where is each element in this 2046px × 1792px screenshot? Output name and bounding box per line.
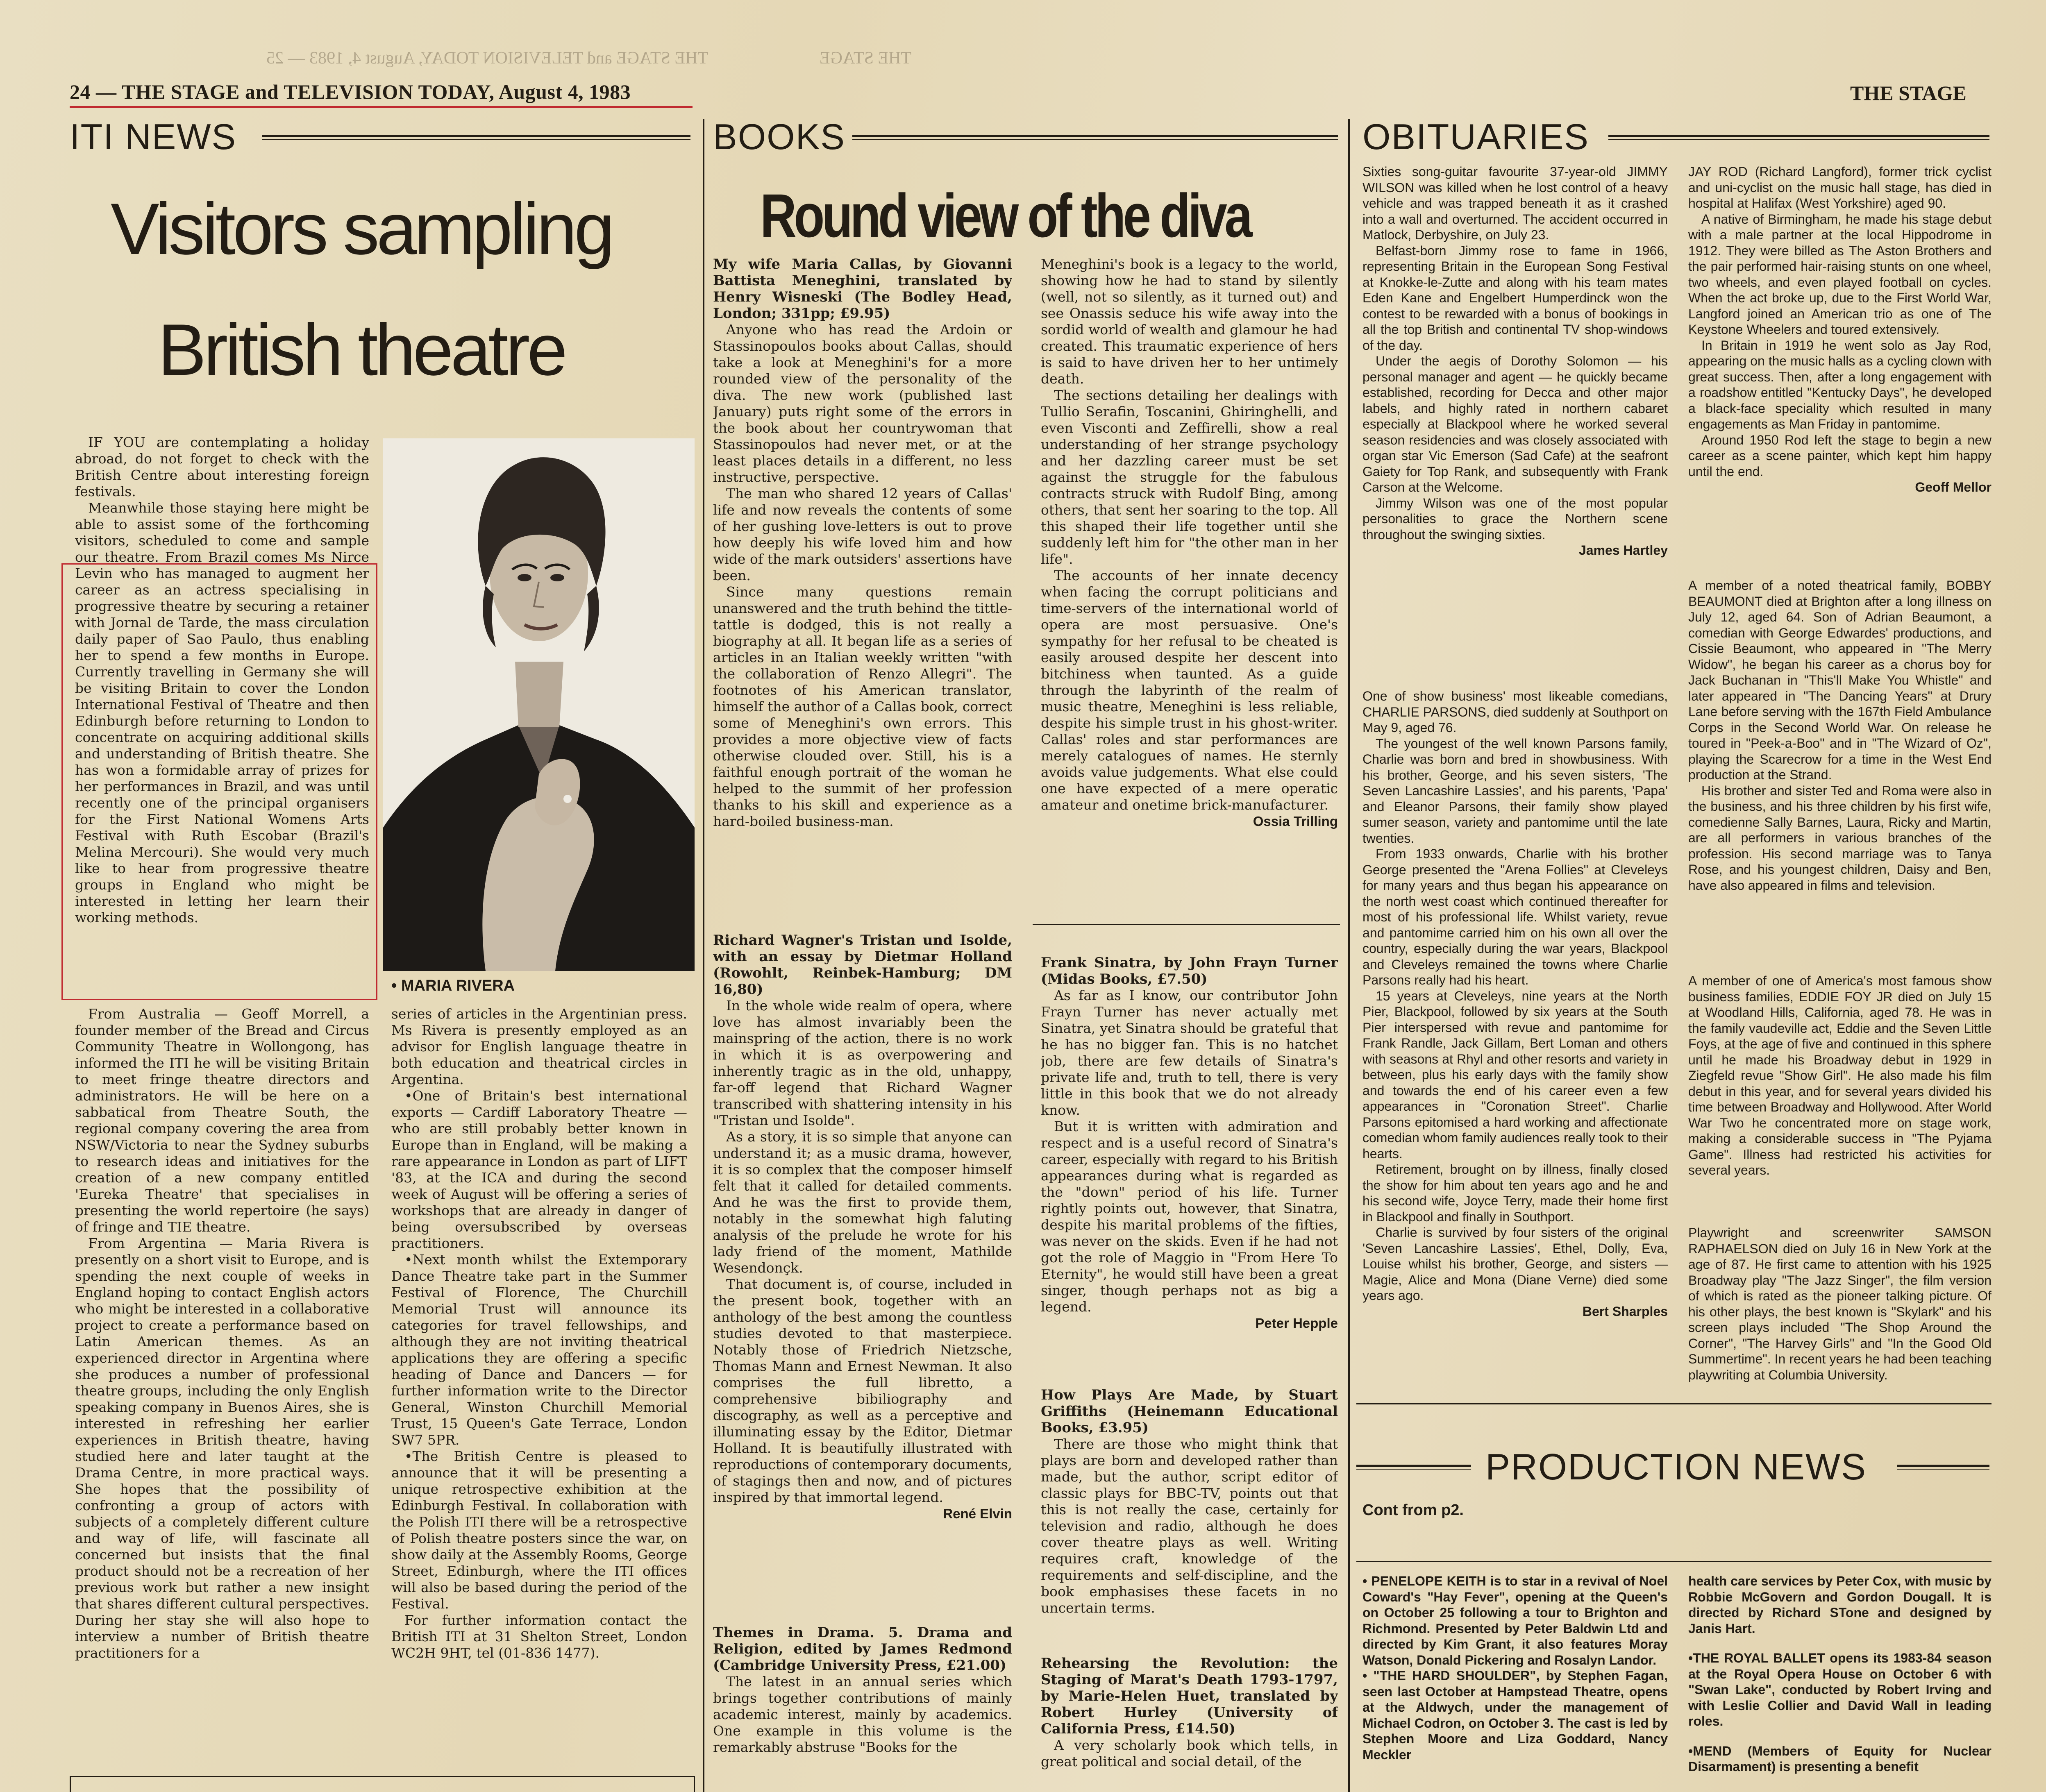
books-review-plays	[1041, 1387, 1338, 1643]
paragraph: A member of a noted theatrical family, BOBBY BEAUMONT died at Brighton after a long illness on July 12, aged 64. Son of Adrian Beaumont, a comedian with George Edwardes' productions, and Cissie Beaumont, who appeared in "The Merry Widow", he began his career as a chorus boy for Jack Buchanan in "This'll Make You Whistle" and later appeared in "The Dancing Years" at Drury Lane before serving with the 167th Field Ambulance Corps in the Second World War. On release he toured in "Peek-a-Boo" and in "The Wizard of Oz", playing the Scarecrow for a time in the West End production at the Strand.	[1688, 578, 1992, 782]
headline-line-1: Visitors sampling	[111, 188, 612, 270]
books-review-callas-col2	[1041, 256, 1338, 920]
bleed-through-text: THE STAGE and TELEVISION TODAY, August 4, 1983 — 25	[266, 49, 708, 68]
paragraph: Retirement, brought on by illness, finally closed the show for him about ten years ago and he and his second wife, Joyce Terry, made their home first in Blackpool and finally in Southport.	[1362, 1162, 1668, 1224]
iti-article-col2	[391, 1006, 687, 1774]
book-title: My wife Maria Callas, by Giovanni Battista Meneghini, translated by Henry Wisneski (The Bodley Head, London; 331pp; £9.95)	[713, 256, 1012, 322]
byline: Ossia Trilling	[1253, 814, 1338, 829]
paragraph: In the whole wide realm of opera, where love has almost invariably been the mainspring of the action, there is no work in which it is as overpowering and inherently tragic as in the old, unhappy, far-off legend that Richard Wagner transcribed with shattering intensity in his "Tristan und Isolde".	[713, 998, 1012, 1128]
book-title: Richard Wagner's Tristan und Isolde, with an essay by Dietmar Holland (Rowohlt, Reinbek-Hamburg; DM 16,80)	[713, 932, 1012, 998]
book-title: Themes in Drama. 5. Drama and Religion, edited by James Redmond (Cambridge University Press, £21.00)	[713, 1624, 1012, 1674]
iti-article-col1-lower	[75, 1006, 369, 1774]
paragraph: Sixties song-guitar favourite 37-year-old JIMMY WILSON was killed when he lost control of a heavy vehicle and was trapped beneath it as it crashed into a wall and overturned. The accident occurred in Matlock, Derbyshire, on July 23.	[1362, 164, 1668, 242]
byline: James Hartley	[1578, 543, 1668, 558]
paragraph: •THE ROYAL BALLET opens its 1983-84 season at the Royal Opera House on October 6 with "Swan Lake", conducted by Robert Irving and with Leslie Collier and David Wall in leading roles.	[1688, 1651, 1992, 1728]
paragraph: As far as I know, our contributor John Frayn Turner has never actually met Sinatra, yet Sinatra should be grateful that he has no bigger fan. This is no hatchet job, there are few details of Sinatra's private life and, truth to tell, there is very little in this book that we do not already know.	[1041, 987, 1338, 1118]
paragraph: From 1933 onwards, Charlie with his brother George presented the "Arena Follies" at Cleveleys for many years and thus began his appearance on the north west coast which continued thereafter for most of his professional life. Whilst variety, revue and pantomime carried him on his own all over the country, especially during the war years, Blackpool and Cleveleys remained the towns where Charlie Parsons really had his heart.	[1362, 846, 1668, 987]
column-divider	[703, 119, 704, 1792]
books-headline: Round view of the diva	[760, 181, 1250, 250]
paragraph: JAY ROD (Richard Langford), former trick cyclist and uni-cyclist on the music hall stage, has died in hospital at Halifax (West Yorkshire) aged 90.	[1688, 164, 1992, 211]
paragraph: The accounts of her innate decency when facing the corrupt politicians and time-servers of the international world of opera are most persuasive. One's sympathy for her refusal to be cheated is easily aroused despite her descent into bitchiness when taunted. As a guide through the labyrinth of the realm of music theatre, Meneghini is less reliable, despite his simple trust in his ghost-writer. Callas' roles and star performances are merely catalogues of names. He sternly avoids value judgements. What else could one have expected of a mere operatic amateur and onetime brick-manufacturer.	[1041, 567, 1338, 813]
paragraph: Under the aegis of Dorothy Solomon — his personal manager and agent — he quickly became established, recording for Decca and other major labels, and highly rated in northern cabaret especially at Blackpool where he worked several season residencies and was closely associated with organ star Vic Emerson (Sad Cafe) at the seafront Gaiety for Top Rank, and subsequently with Frank Carson at the Welcome.	[1362, 354, 1668, 495]
column-divider	[1348, 119, 1350, 1792]
masthead-underline	[70, 106, 693, 108]
paragraph: That document is, of course, included in the present book, together with an anthology of the best among the countless studies devoted to that masterpiece. Notably those of Friedrich Nietzsche, Thomas Mann and Ernest Newman. It also comprises the full libretto, a comprehensive bibiliography and discography, as well as a perceptive and illuminating essay by the Editor, Dietmar Holland. It is beautifully illustrated with reproductions of contemporary documents, of stagings then and now, and of pictures inspired by that immortal legend.	[713, 1276, 1012, 1505]
section-rule	[1608, 135, 1989, 140]
continued-from: Cont from p2.	[1362, 1502, 1464, 1519]
bleed-through-text: THE STAGE	[820, 49, 912, 68]
article-divider	[1356, 1561, 1992, 1562]
paragraph: • "THE HARD SHOULDER", by Stephen Fagan, seen last October at Hampstead Theatre, opens at the Aldwych, under the management of Michael Codron, on October 3. The cast is led by Stephen Moore and Liza Goddard, Nancy Meckler	[1362, 1668, 1668, 1762]
spacer	[1688, 1636, 1992, 1650]
obituary-charlie-parsons	[1362, 688, 1668, 1405]
obituary-eddie-foy	[1688, 973, 1992, 1215]
paragraph: Meanwhile those staying here might be able to assist some of the forthcoming visitors, scheduled to come and sample our theatre. From Brazil comes Ms Nirce Levin who has managed to augment her career as an actress specialising in progressive theatre by securing a retainer with Jornal de Tarde, the mass circulation daily paper of Sao Paulo, thus enabling her to spend a few months in Europe. Currently travelling in Germany she will be visiting Britain to cover the London International Festival of Theatre and then Edinburgh before returning to London to concentrate on acquiring additional skills and understanding of British theatre. She has won a formidable array of prizes for her performances in Brazil, and was until recently one of the principal organisers for the First National Womens Arts Festival with Ruth Escobar (Brazil's Melina Mercouri). She would very much like to hear from progressive theatre groups in England who might be interested in letting her learn their working methods.	[75, 500, 369, 925]
paragraph: Since many questions remain unanswered and the truth behind the tittle-tattle is dodged, this is not really a biography at all. It began life as a series of articles in an Italian weekly written "with the collaboration of Renzo Allegri". The footnotes of his American translator, himself the author of a Callas book, correct some of Meneghini's own errors. This provides a more objective view of facts otherwise clouded over. Still, his is a faithful enough portrait of the woman he helped to the summit of her profession thanks to his skill and experience as a hard-boiled business-man.	[713, 584, 1012, 829]
section-title-iti-news: ITI NEWS	[70, 116, 237, 157]
paragraph: Around 1950 Rod left the stage to begin a new career as a scene painter, which kept him happy until the end.	[1688, 432, 1992, 479]
book-title: Frank Sinatra, by John Frayn Turner (Midas Books, £7.50)	[1041, 955, 1338, 987]
paragraph: health care services by Peter Cox, with music by Robbie McGovern and Gordon Dougall. It is directed by Richard STone and designed by Janis Hart.	[1688, 1574, 1992, 1636]
paragraph: 15 years at Cleveleys, nine years at the North Pier, Blackpool, followed by six years at the South Pier interspersed with revue and pantomime for Frank Randle, Jack Gillam, Bert Loman and others with seasons at Rhyl and other resorts and variety in between, plus his early days with the family show and towards the end of his career even a few appearances in "Coronation Street". Charlie Parsons epitomised a hard working and affectionate comedian whom family audiences really took to their hearts.	[1362, 988, 1668, 1161]
paragraph: •Next month whilst the Extemporary Dance Theatre take part in the Summer Festival of Florence, The Churchill Memorial Trust will announce its categories for travel fellowships, and although they are not inviting theatrical applications they are offering a specific heading of Dance and Dancers — for further information write to the Director General, Winston Churchill Memorial Trust, 15 Queen's Gate Terrace, London SW7 5PR.	[391, 1252, 687, 1448]
paragraph: A native of Birmingham, he made his stage debut with a male partner at the local Hippodrome in 1912. They were billed as The Aston Brothers and the pair performed hair-raising stunts on one wheel, two wheels, and even played football on cycles. When the act broke up, due to the First World War, Langford joined an American trio as one of The Keystone Wheelers and toured extensively.	[1688, 211, 1992, 337]
paragraph: Meneghini's book is a legacy to the world, showing how he had to stand by silently (well, not so silently, as it turned out) and see Onassis seduce his wife away into the sordid world of wealth and glamour he had created. This traumatic experience of hers is said to have driven her to her untimely death.	[1041, 256, 1338, 387]
paragraph: For further information contact the British ITI at 31 Shelton Street, London WC2H 9HT, tel (01-836 1477).	[391, 1612, 687, 1661]
books-review-wagner	[713, 932, 1012, 1633]
books-review-revolution	[1041, 1655, 1338, 1786]
paragraph: •The British Centre is pleased to announce that it will be presenting a unique retrospective exhibition at the Edinburgh Festival. In collaboration with the Polish ITI there will be a retrospective of Polish theatre posters since the war, on show daily at the Assembly Rooms, George Street, Edinburgh, where the ITI offices will also be based during the period of the Festival.	[391, 1448, 687, 1612]
paragraph: Jimmy Wilson was one of the most popular personalities to grace the Northern scene throughout the swinging sixties.	[1362, 495, 1668, 542]
section-rule	[262, 135, 690, 140]
article-divider	[1033, 924, 1340, 925]
obituary-samson-raphaelson	[1688, 1225, 1992, 1401]
books-review-sinatra	[1041, 955, 1338, 1383]
obituary-jimmy-wilson	[1362, 164, 1668, 639]
section-rule	[1356, 1465, 1471, 1470]
masthead-right: THE STAGE	[1850, 82, 1967, 104]
paragraph: Playwright and screenwriter SAMSON RAPHAELSON died on July 16 in New York at the age of 87. He first came to attention with his 1925 Broadway play "The Jazz Singer", the film version of which is rated as the pioneer talking picture. Of his other plays, the best known is "Skylark" and his screen plays included "The Shop Around the Corner", "The Harvey Girls" and "In the Good Old Summertime". In recent years he had been teaching playwriting at Columbia University.	[1688, 1225, 1992, 1382]
paragraph: As a story, it is so simple that anyone can understand it; as a music drama, however, it is so complex that the composer himself felt that it called for detailed comments. And he was the first to provide them, notably in the somewhat high faluting analysis of the prelude he wrote for his lady friend of the moment, Mathilde Wesendonçk.	[713, 1129, 1012, 1276]
bottom-box-frame	[70, 1776, 695, 1792]
section-rule	[1897, 1465, 1989, 1470]
section-title-production-news: PRODUCTION NEWS	[1485, 1447, 1867, 1488]
paragraph: From Australia — Geoff Morrell, a founder member of the Bread and Circus Community Theatre in Wollongong, has informed the ITI he will be visiting Britain to meet fringe theatre directors and administrators. He will be here on a sabbatical from Theatre South, the regional company covering the area from NSW/Victoria to near the Sydney suburbs to research ideas and initiatives for the creation of a new company entitled 'Eureka Theatre' that specialises in presenting the world repertoire (he says) of fringe and TIE theatre.	[75, 1006, 369, 1235]
obituary-jay-rod	[1688, 164, 1992, 569]
paragraph: His brother and sister Ted and Roma were also in the business, and his three children by his first wife, comedienne Sally Barnes, Laura, Ricky and Martin, are all performers in various branches of the profession. His second marriage was to Tanya Rose, and his youngest children, Daisy and Ben, have also appeared in films and television.	[1688, 783, 1992, 893]
spacer	[1688, 1729, 1992, 1743]
paragraph: Charlie is survived by four sisters of the original 'Seven Lancashire Lassies', Ethel, Dolly, Eva, Louise whilst his brother, George, and sisters — Magie, Alice and Mona (Diane Verne) died some years ago.	[1362, 1225, 1668, 1303]
book-title: How Plays Are Made, by Stuart Griffiths (Heinemann Educational Books, £3.95)	[1041, 1387, 1338, 1436]
paragraph: IF YOU are contemplating a holiday abroad, do not forget to check with the British Centre about interesting foreign festivals.	[75, 434, 369, 499]
section-title-obituaries: OBITUARIES	[1362, 116, 1589, 157]
paragraph: One of show business' most likeable comedians, CHARLIE PARSONS, died suddenly at Southport on May 9, aged 76.	[1362, 689, 1668, 735]
paragraph: Belfast-born Jimmy rose to fame in 1966, representing Britain in the European Song Festival at Knokke-le-Zutte and along with his team mates Eden Kane and Engelbert Humperdinck won the contest to be rewarded with a bonus of bookings in all the top British and continental TV shop-windows of the day.	[1362, 243, 1668, 353]
paragraph: Anyone who has read the Ardoin or Stassinopoulos books about Callas, should take a look at Meneghini's for a more rounded view of the personality of the diva. The new work (published last January) puts right some of the errors in the book about her countrywoman that Stassinopoulos had never met, or at the least places details in a different, no less instructive, perspective.	[713, 322, 1012, 485]
paragraph: A member of one of America's most famous show business families, EDDIE FOY JR died on July 15 at Woodland Hills, California, aged 78. He was in the family vaudeville act, Eddie and the Seven Little Foys, at the age of five and continued in this sphere until he made his Broadway debut in 1929 in Ziegfeld revue "Show Girl". He also made his film debut in this year, and for several years divided his time between Broadway and Hollywood. After World War Two he concentrated more on stage work, making a considerable success in "The Pyjama Game". Illness had restricted his activities for several years.	[1688, 973, 1992, 1177]
iti-article-col1	[75, 434, 369, 1002]
byline: Bert Sharples	[1582, 1304, 1668, 1319]
paragraph: There are those who might think that plays are born and developed rather than made, but the author, script editor of classic plays for BBC-TV, points out that this is not really the case, certainly for television and radio, although he does cover theatre plays as well. Writing requires craft, knowledge of the requirements and self-discipline, and the book emphasises these facets in no uncertain terms.	[1041, 1436, 1338, 1616]
paragraph: series of articles in the Argentinian press. Ms Rivera is presently employed as an advisor for English language theatre in both education and theatrical circles in Argentina.	[391, 1006, 687, 1087]
portrait-photo	[383, 438, 695, 971]
paragraph: •One of Britain's best international exports — Cardiff Laboratory Theatre — who are still probably better known in Europe than in England, will be making a rare appearance in London as part of LIFT '83, at the ICA and during the second week of August will be offering a series of workshops that are already in danger of being oversubscribed by overseas practitioners.	[391, 1088, 687, 1251]
section-title-books: BOOKS	[713, 116, 845, 157]
production-news-col1	[1362, 1573, 1668, 1788]
paragraph: But it is written with admiration and respect and is a useful record of Sinatra's career, especially with regard to his British appearances during what is regarded as the "down" period of his life. Turner rightly points out, however, that Sinatra, despite his marital problems of the fifties, was never on the skids. Even if he had not got the role of Maggio in "From Here To Eternity", he would still have been a great singer, though perhaps not as big a legend.	[1041, 1118, 1338, 1315]
paragraph: The latest in an annual series which brings together contributions of mainly academic interest, mainly by academics. One example in this volume is the remarkably abstruse "Books for the	[713, 1674, 1012, 1755]
books-review-callas-col1	[713, 256, 1012, 920]
byline: René Elvin	[943, 1506, 1012, 1521]
paragraph: The sections detailing her dealings with Tullio Serafin, Toscanini, Ghiringhelli, and even Visconti and Zeffirelli, show a real understanding of her strange psychology and her dazzling career must be set against the struggle for the fabulous contracts struck with Rudolf Bing, among others, that sent her soaring to the top. All this shaped their life together until she suddenly left him for "the other man in her life".	[1041, 387, 1338, 567]
masthead-dateline: 24 — THE STAGE and TELEVISION TODAY, August 4, 1983	[70, 80, 631, 103]
paragraph: •MEND (Members of Equity for Nuclear Disarmament) is presenting a benefit	[1688, 1743, 1992, 1774]
book-title: Rehearsing the Revolution: the Staging of Marat's Death 1793-1797, by Marie-Helen Huet, translated by Robert Hurley (University of California Press, £14.50)	[1041, 1655, 1338, 1737]
paragraph: • PENELOPE KEITH is to star in a revival of Noel Coward's "Hay Fever", opening at the Queen's on October 25 following a tour to Brighton and Richmond. Presented by Peter Baldwin Ltd and directed by Kim Grant, it also features Moray Watson, Donald Pickering and Rosalyn Landor.	[1362, 1574, 1668, 1667]
section-rule	[852, 135, 1338, 140]
paragraph: A very scholarly book which tells, in great political and social detail, of the	[1041, 1737, 1338, 1769]
paragraph: From Argentina — Maria Rivera is presently on a short visit to Europe, and is spending the next couple of weeks in England hoping to contact English actors who might be interested in a collaborative project to create a performance based on Latin American themes. As an experienced director in Argentina where she produces a number of professional theatre groups, including the only English speaking company in Buenos Aires, she is interested in refreshing her earlier experiences in British theatre, having studied here and later taught at the Drama Centre, in more practical ways. She hopes that the possibility of confronting a group of actors with subjects of a completely different culture and way of life, will fascinate all concerned but insists that the final product should not be a recreation of her previous work but rather a new insight that shares different cultural perspectives. During her stay she will also hope to interview a number of British theatre practitioners for a	[75, 1235, 369, 1661]
headline-line-2: British theatre	[158, 309, 565, 390]
byline: Peter Hepple	[1255, 1316, 1338, 1331]
byline: Geoff Mellor	[1915, 480, 1992, 495]
production-news-col2	[1688, 1573, 1992, 1788]
photo-caption: • MARIA RIVERA	[391, 977, 515, 994]
obituary-bobby-beaumont	[1688, 578, 1992, 967]
paragraph: The man who shared 12 years of Callas' life and now reveals the contents of some of her gushing love-letters is out to prove how deeply his wife loved him and how wide of the mark outsiders' assertions have been.	[713, 485, 1012, 583]
books-review-themes	[713, 1624, 1012, 1786]
paragraph: In Britain in 1919 he went solo as Jay Rod, appearing on the music halls as a cycling clown with great success. Then, after a long engagement with a roadshow entitled "Kentucky Days", he developed a black-face speciality which resulted in many engagements as Man Friday in pantomime.	[1688, 338, 1992, 431]
paragraph: The youngest of the well known Parsons family, Charlie was born and bred in showbusiness. With his brother, George, and his seven sisters, 'The Seven Lancashire Lassies', and his parents, 'Papa' and Eleanor Parsons, their family show played sumer season, variety and pantomime until the late twenties.	[1362, 736, 1668, 846]
